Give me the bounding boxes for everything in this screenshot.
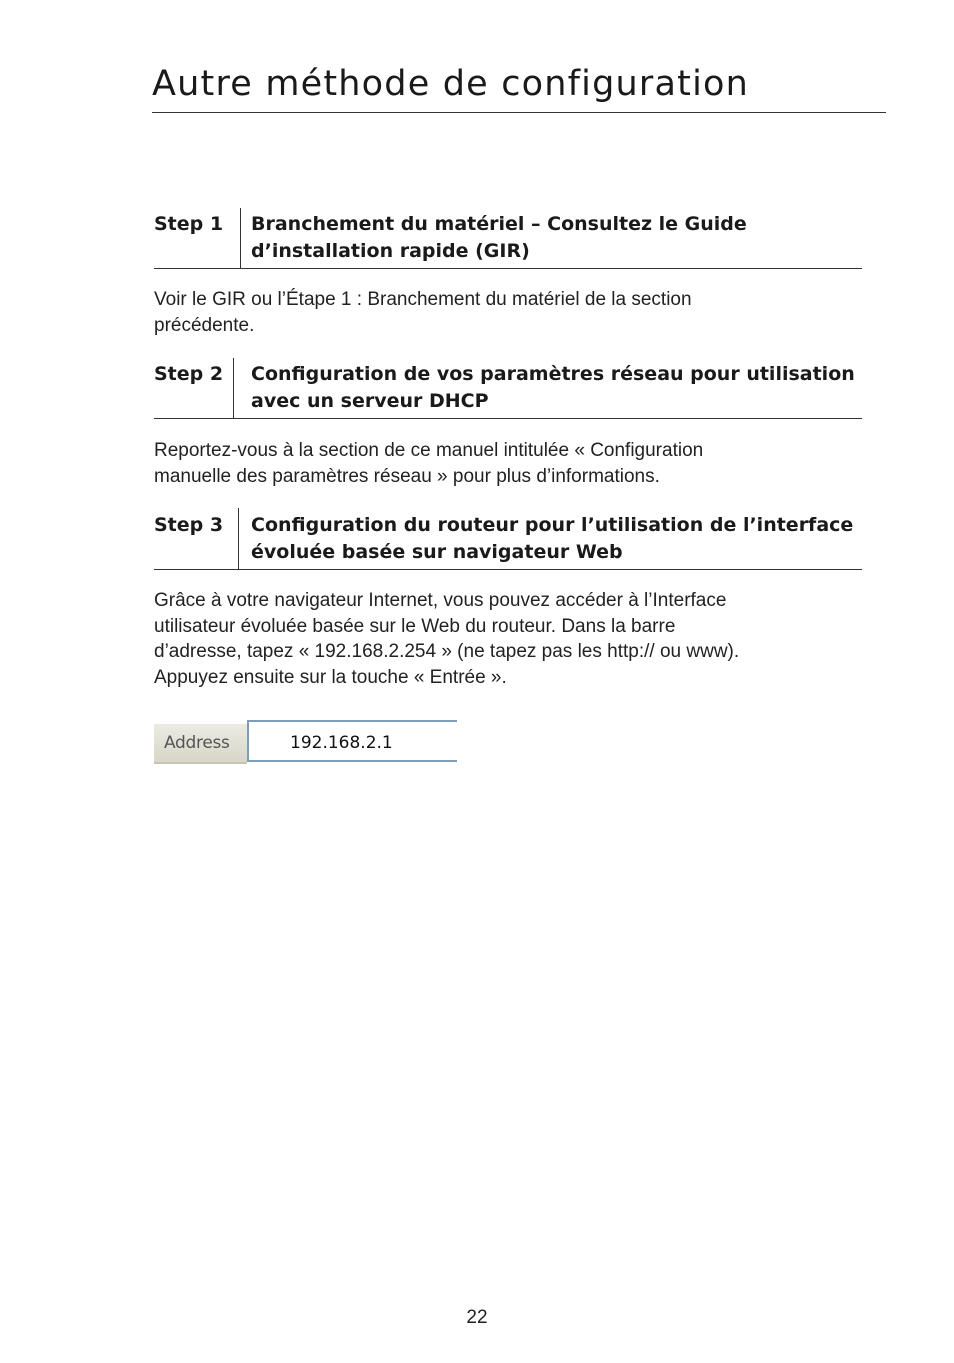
step-heading-line: Configuration du routeur pour l’utilisation de l’interface: [251, 514, 854, 536]
step-divider: [238, 508, 239, 569]
step-divider: [240, 208, 241, 268]
address-value: 192.168.2.1: [290, 733, 393, 753]
step-heading: [251, 512, 853, 566]
step-label: Step 1: [154, 213, 224, 235]
step-3-body: [154, 588, 874, 690]
step-3-header: [154, 508, 862, 570]
step-heading: [251, 361, 855, 415]
step-2-header: [154, 358, 862, 419]
step-label: Step 2: [154, 363, 224, 385]
step-1-header: [154, 208, 862, 269]
step-heading-line: Branchement du matériel – Consultez le Guide: [251, 213, 747, 235]
address-label: Address: [164, 733, 230, 753]
page-number: 22: [466, 1307, 488, 1328]
address-input[interactable]: [247, 720, 457, 762]
address-label-box: [154, 724, 247, 764]
step-2-body: [154, 438, 874, 489]
step-1-body: [154, 287, 874, 338]
step-heading: [251, 211, 747, 265]
body-line: Voir le GIR ou l’Étape 1 : Branchement du matériel de la section: [154, 289, 692, 310]
step-heading-line: d’installation rapide (GIR): [251, 240, 530, 262]
body-line: Grâce à votre navigateur Internet, vous pouvez accéder à l’Interface: [154, 590, 727, 611]
body-line: utilisateur évoluée basée sur le Web du routeur. Dans la barre: [154, 615, 676, 637]
step-heading-line: avec un serveur DHCP: [251, 390, 489, 412]
title-divider: [152, 112, 886, 113]
step-label: Step 3: [154, 514, 224, 536]
body-line: Reportez-vous à la section de ce manuel intitulée « Configuration: [154, 440, 704, 461]
page-title: Autre méthode de configuration: [152, 64, 749, 104]
body-line: Appuyez ensuite sur la touche « Entrée ».: [154, 666, 507, 688]
step-heading-line: évoluée basée sur navigateur Web: [251, 541, 623, 563]
body-line: précédente.: [154, 314, 255, 336]
body-line: d’adresse, tapez « 192.168.2.254 » (ne tapez pas les http:// ou www).: [154, 641, 740, 662]
address-bar: [154, 720, 457, 766]
step-heading-line: Configuration de vos paramètres réseau pour utilisation: [251, 363, 855, 385]
body-line: manuelle des paramètres réseau » pour plus d’informations.: [154, 465, 660, 487]
step-divider: [233, 358, 234, 418]
